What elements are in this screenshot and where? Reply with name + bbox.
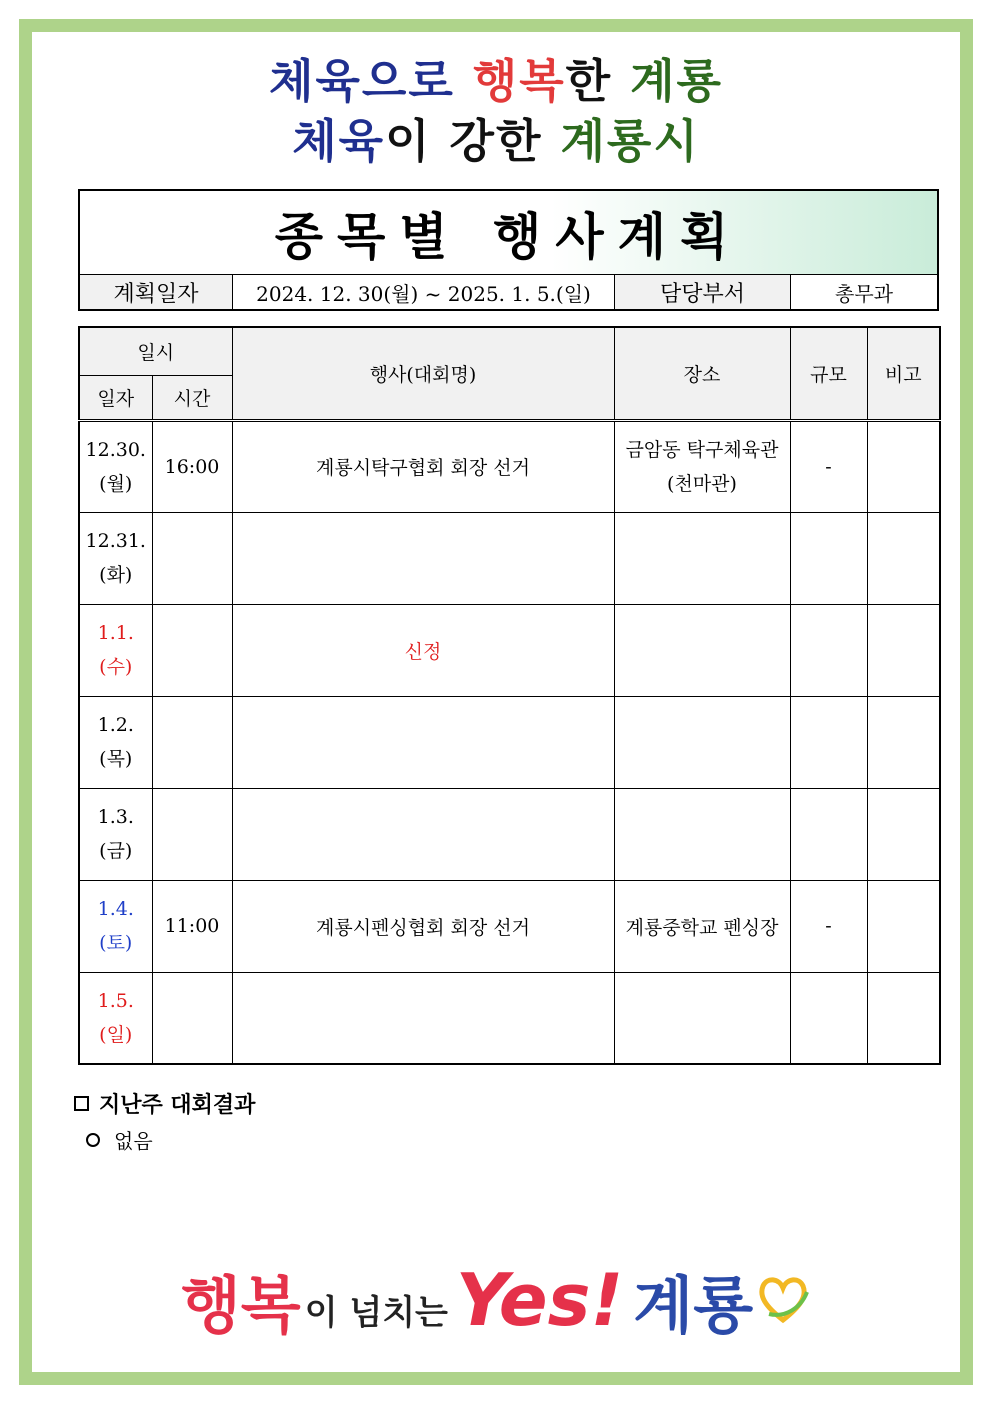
scale-cell: - bbox=[790, 880, 867, 972]
header-note: 비고 bbox=[867, 327, 940, 420]
slogan-text: 체육으로 bbox=[269, 54, 455, 108]
slogan-text: 행복 bbox=[472, 54, 566, 108]
event-cell: 계룡시펜싱협회 회장 선거 bbox=[232, 880, 614, 972]
title-band bbox=[80, 191, 937, 275]
footer-slogan-text: 이 넘치는 bbox=[304, 1292, 448, 1333]
note-cell bbox=[867, 788, 940, 880]
date-cell: 1.3. (금) bbox=[79, 788, 152, 880]
scale-cell bbox=[790, 604, 867, 696]
place-cell: 금암동 탁구체육관 (천마관) bbox=[614, 420, 790, 512]
event-cell bbox=[232, 972, 614, 1064]
time-cell bbox=[152, 972, 232, 1064]
table-row bbox=[79, 880, 940, 972]
table-row bbox=[79, 972, 940, 1064]
note-cell bbox=[867, 420, 940, 512]
date-cell: 12.31. (화) bbox=[79, 512, 152, 604]
time-cell bbox=[152, 604, 232, 696]
heart-icon bbox=[755, 1268, 811, 1332]
slogan-text: 계룡시 bbox=[560, 114, 700, 168]
slogan-text: 체육 bbox=[292, 114, 386, 168]
results-item bbox=[86, 1125, 153, 1154]
table-row bbox=[79, 604, 940, 696]
dept-value: 총무과 bbox=[835, 281, 893, 306]
table-row bbox=[79, 420, 940, 512]
date-cell: 1.4. (토) bbox=[79, 880, 152, 972]
footer-slogan-text: Yes! bbox=[455, 1258, 624, 1342]
header-slogan-line1 bbox=[0, 52, 992, 110]
header-scale: 규모 bbox=[790, 327, 867, 420]
schedule-table bbox=[78, 326, 941, 1065]
table-row bbox=[79, 512, 940, 604]
time-cell bbox=[152, 696, 232, 788]
footer-slogan bbox=[0, 1250, 992, 1350]
header-place: 장소 bbox=[614, 327, 790, 420]
header-slogan-line2 bbox=[0, 112, 992, 170]
event-cell: 계룡시탁구협회 회장 선거 bbox=[232, 420, 614, 512]
note-cell bbox=[867, 880, 940, 972]
footer-slogan-text: 계룡 bbox=[633, 1268, 754, 1342]
event-cell bbox=[232, 512, 614, 604]
header-datetime: 일시 bbox=[79, 327, 232, 375]
place-cell bbox=[614, 604, 790, 696]
slogan-text: 한 bbox=[565, 54, 613, 108]
scale-cell bbox=[790, 972, 867, 1064]
results-item-text: 없음 bbox=[114, 1129, 153, 1153]
title-box bbox=[78, 189, 939, 311]
note-cell bbox=[867, 604, 940, 696]
header-date: 일자 bbox=[79, 375, 152, 420]
scale-cell: - bbox=[790, 420, 867, 512]
slogan-text: 이 강한 bbox=[385, 114, 543, 168]
place-cell bbox=[614, 512, 790, 604]
footer-slogan-text: 행복 bbox=[180, 1268, 301, 1342]
note-cell bbox=[867, 972, 940, 1064]
circle-bullet-icon bbox=[86, 1133, 100, 1147]
date-cell: 1.2. (목) bbox=[79, 696, 152, 788]
page-title: 종목별 행사계획 bbox=[274, 207, 743, 266]
event-cell: 신정 bbox=[232, 604, 614, 696]
time-cell: 11:00 bbox=[152, 880, 232, 972]
time-cell: 16:00 bbox=[152, 420, 232, 512]
date-cell: 12.30. (월) bbox=[79, 420, 152, 512]
dept-label: 담당부서 bbox=[615, 275, 791, 309]
event-cell bbox=[232, 696, 614, 788]
scale-cell bbox=[790, 512, 867, 604]
time-cell bbox=[152, 512, 232, 604]
time-cell bbox=[152, 788, 232, 880]
date-cell: 1.1. (수) bbox=[79, 604, 152, 696]
info-row bbox=[80, 275, 937, 309]
results-heading-text: 지난주 대회결과 bbox=[99, 1093, 256, 1118]
scale-cell bbox=[790, 696, 867, 788]
date-cell: 1.5. (일) bbox=[79, 972, 152, 1064]
results-heading bbox=[74, 1088, 255, 1119]
place-cell bbox=[614, 696, 790, 788]
plan-date-label: 계획일자 bbox=[80, 275, 233, 309]
place-cell bbox=[614, 972, 790, 1064]
place-cell: 계룡중학교 펜싱장 bbox=[614, 880, 790, 972]
table-row bbox=[79, 696, 940, 788]
place-cell bbox=[614, 788, 790, 880]
note-cell bbox=[867, 696, 940, 788]
slogan-text: 계룡 bbox=[630, 54, 723, 108]
square-bullet-icon bbox=[74, 1096, 89, 1111]
scale-cell bbox=[790, 788, 867, 880]
plan-date-value: 2024. 12. 30(월) ~ 2025. 1. 5.(일) bbox=[233, 275, 615, 309]
header-time: 시간 bbox=[152, 375, 232, 420]
header-event: 행사(대회명) bbox=[232, 327, 614, 420]
note-cell bbox=[867, 512, 940, 604]
event-cell bbox=[232, 788, 614, 880]
table-row bbox=[79, 788, 940, 880]
